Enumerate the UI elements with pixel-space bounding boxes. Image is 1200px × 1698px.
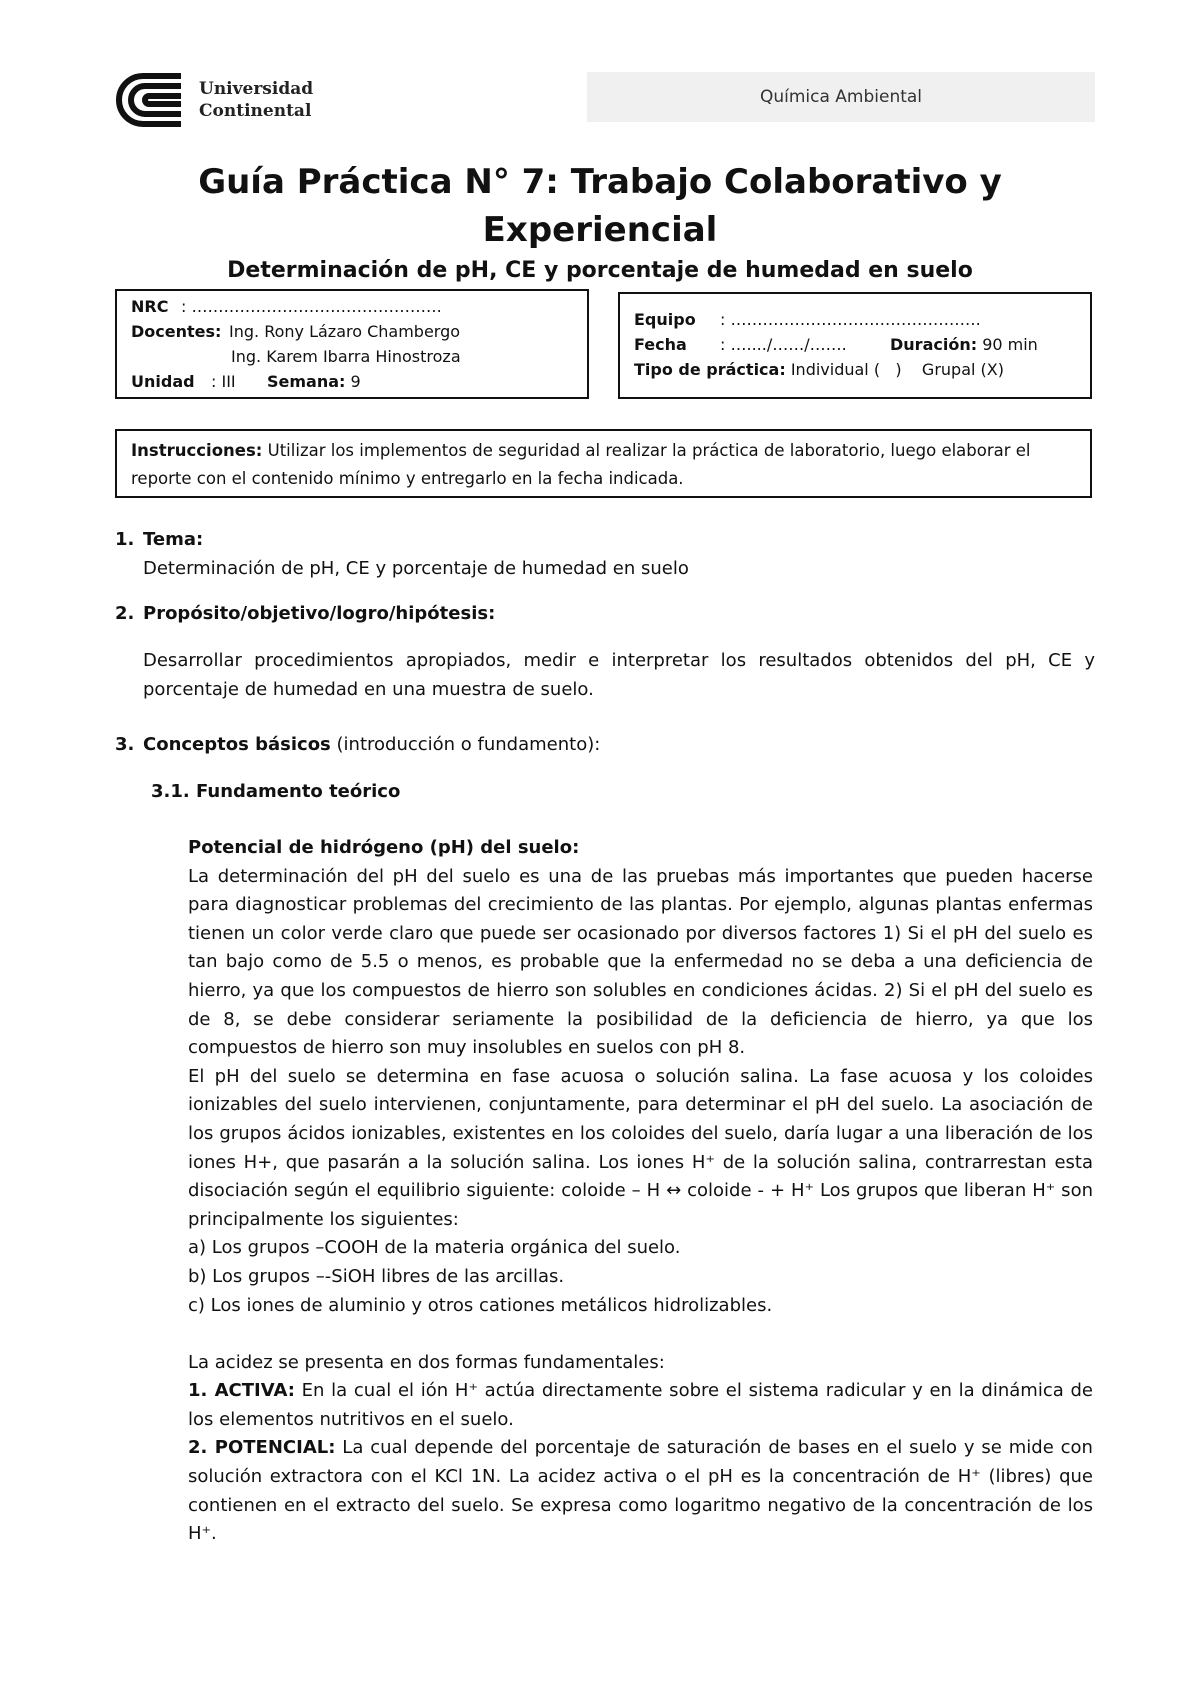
page-title: Guía Práctica N° 7: Trabajo Colaborativo y Experiencial (198, 162, 1002, 250)
duracion-value: 90 min (982, 335, 1038, 354)
university-name-line1: Universidad (199, 79, 314, 99)
nrc-row (131, 294, 573, 319)
activa-text: En la cual el ión H⁺ actúa directamente sobre el sistema radicular y en la dinámica de los elementos nutritivos en el suelo. (188, 1380, 1093, 1430)
fecha-value: : …..../……/……. (720, 335, 847, 354)
section-1-text: Determinación de pH, CE y porcentaje de humedad en suelo (143, 558, 689, 579)
paragraph-3: La acidez se presenta en dos formas fundamentales: (188, 1351, 665, 1373)
duracion-label: Duración: (890, 335, 978, 354)
section-2-title: Propósito/objetivo/logro/hipótesis: (143, 603, 496, 624)
team-info-box (618, 292, 1092, 399)
list-item-b: b) Los grupos –-SiOH libres de las arcillas. (188, 1265, 565, 1287)
tipo-row (634, 357, 1076, 382)
semana-value: 9 (350, 372, 361, 391)
section-3-1-title: 3.1. Fundamento teórico (151, 781, 401, 802)
tipo-value: Individual ( ) Grupal (X) (790, 360, 1004, 379)
potencial-paragraph (188, 1434, 1093, 1548)
ph-heading: Potencial de hidrógeno (pH) del suelo: (188, 837, 580, 858)
docentes-row (131, 319, 573, 344)
university-name (199, 78, 313, 122)
unidad-label: Unidad (131, 372, 195, 391)
tipo-label: Tipo de práctica: (634, 360, 786, 379)
instructions-label: Instrucciones: (131, 441, 263, 460)
university-logo (115, 72, 325, 128)
equipo-row (634, 307, 1076, 332)
page-header (115, 66, 1095, 130)
fecha-row (634, 332, 1076, 357)
instructions-box (115, 429, 1092, 498)
nrc-value: : ……………………….………………. (181, 297, 442, 316)
activa-label: 1. ACTIVA: (188, 1380, 295, 1402)
docente-1: Ing. Rony Lázaro Chambergo (229, 322, 461, 341)
semana-label: Semana: (267, 372, 346, 391)
equipo-value: : ……………………….………………. (720, 310, 981, 329)
docentes-label: Docentes: (131, 322, 222, 341)
university-name-line2: Continental (199, 101, 312, 121)
paragraph-2: El pH del suelo se determina en fase acuosa o solución salina. La fase acuosa y los coloides ionizables del suelo intervienen, conjuntamente, para determinar el pH del suelo. La asociación de los grupos ácidos ionizables, existentes en los coloides del suelo, daría lugar a una liberación de los iones H+, que pasarán a la solución salina. Los iones H⁺ de la solución salina, contrarrestan esta disociación según el equilibrio siguiente: coloide – H ↔ coloide - + H⁺ Los grupos que liberan H⁺ son principalmente los siguientes: (188, 1065, 1093, 1230)
list-item-c: c) Los iones de aluminio y otros cationes metálicos hidrolizables. (188, 1294, 773, 1316)
potencial-text: La cual depende del porcentaje de saturación de bases en el suelo y se mide con solución extractora con el KCl 1N. La acidez activa o el pH es la concentración de H⁺ (libres) que contienen en el extracto del suelo. Se expresa como logaritmo negativo de la concentración de los H⁺. (188, 1437, 1093, 1545)
theory-content (188, 834, 1093, 1549)
section-2-number: 2. (115, 603, 135, 624)
section-1-number: 1. (115, 529, 135, 550)
section-1-title: Tema: (143, 529, 204, 550)
docente-2-row (131, 344, 573, 369)
equipo-label: Equipo (634, 310, 696, 329)
instructions-text: Utilizar los implementos de seguridad al realizar la práctica de laboratorio, luego elaborar el reporte con el contenido mínimo y entregarlo en la fecha indicada. (131, 441, 1031, 488)
fecha-label: Fecha (634, 335, 687, 354)
section-3-suffix: (introducción o fundamento): (336, 734, 601, 755)
nrc-label: NRC (131, 297, 169, 316)
section-3-number: 3. (115, 734, 135, 755)
continental-logo-icon (115, 72, 187, 128)
page-subtitle: Determinación de pH, CE y porcentaje de humedad en suelo (227, 258, 973, 283)
list-item-a: a) Los grupos –COOH de la materia orgánica del suelo. (188, 1237, 681, 1259)
unidad-row (131, 369, 573, 394)
docente-2: Ing. Karem Ibarra Hinostroza (231, 347, 461, 366)
section-3-title: Conceptos básicos (143, 734, 331, 755)
section-3 (115, 730, 1095, 806)
potencial-label: 2. POTENCIAL: (188, 1437, 336, 1459)
unidad-value: : III (211, 372, 236, 391)
course-info-box (115, 289, 589, 399)
section-2-text: Desarrollar procedimientos apropiados, medir e interpretar los resultados obtenidos del pH, CE y porcentaje de humedad en una muestra de suelo. (143, 650, 1095, 700)
activa-paragraph (188, 1377, 1093, 1434)
paragraph-1: La determinación del pH del suelo es una de las pruebas más importantes que pueden hacerse para diagnosticar problemas del crecimiento de las plantas. Por ejemplo, algunas plantas enfermas tienen un color verde claro que puede ser ocasionado por diversos factores 1) Si el pH del suelo es tan bajo como de 5.5 o menos, es probable que la enfermedad no se deba a una deficiencia de hierro, ya que los compuestos de hierro son solubles en condiciones ácidas. 2) Si el pH del suelo es de 8, se debe considerar seriamente la posibilidad de la deficiencia de hierro, ya que los compuestos de hierro son muy insolubles en suelos con pH 8. (188, 865, 1093, 1059)
section-2 (115, 599, 1095, 704)
section-1 (115, 525, 1095, 583)
course-name: Química Ambiental (587, 72, 1095, 122)
